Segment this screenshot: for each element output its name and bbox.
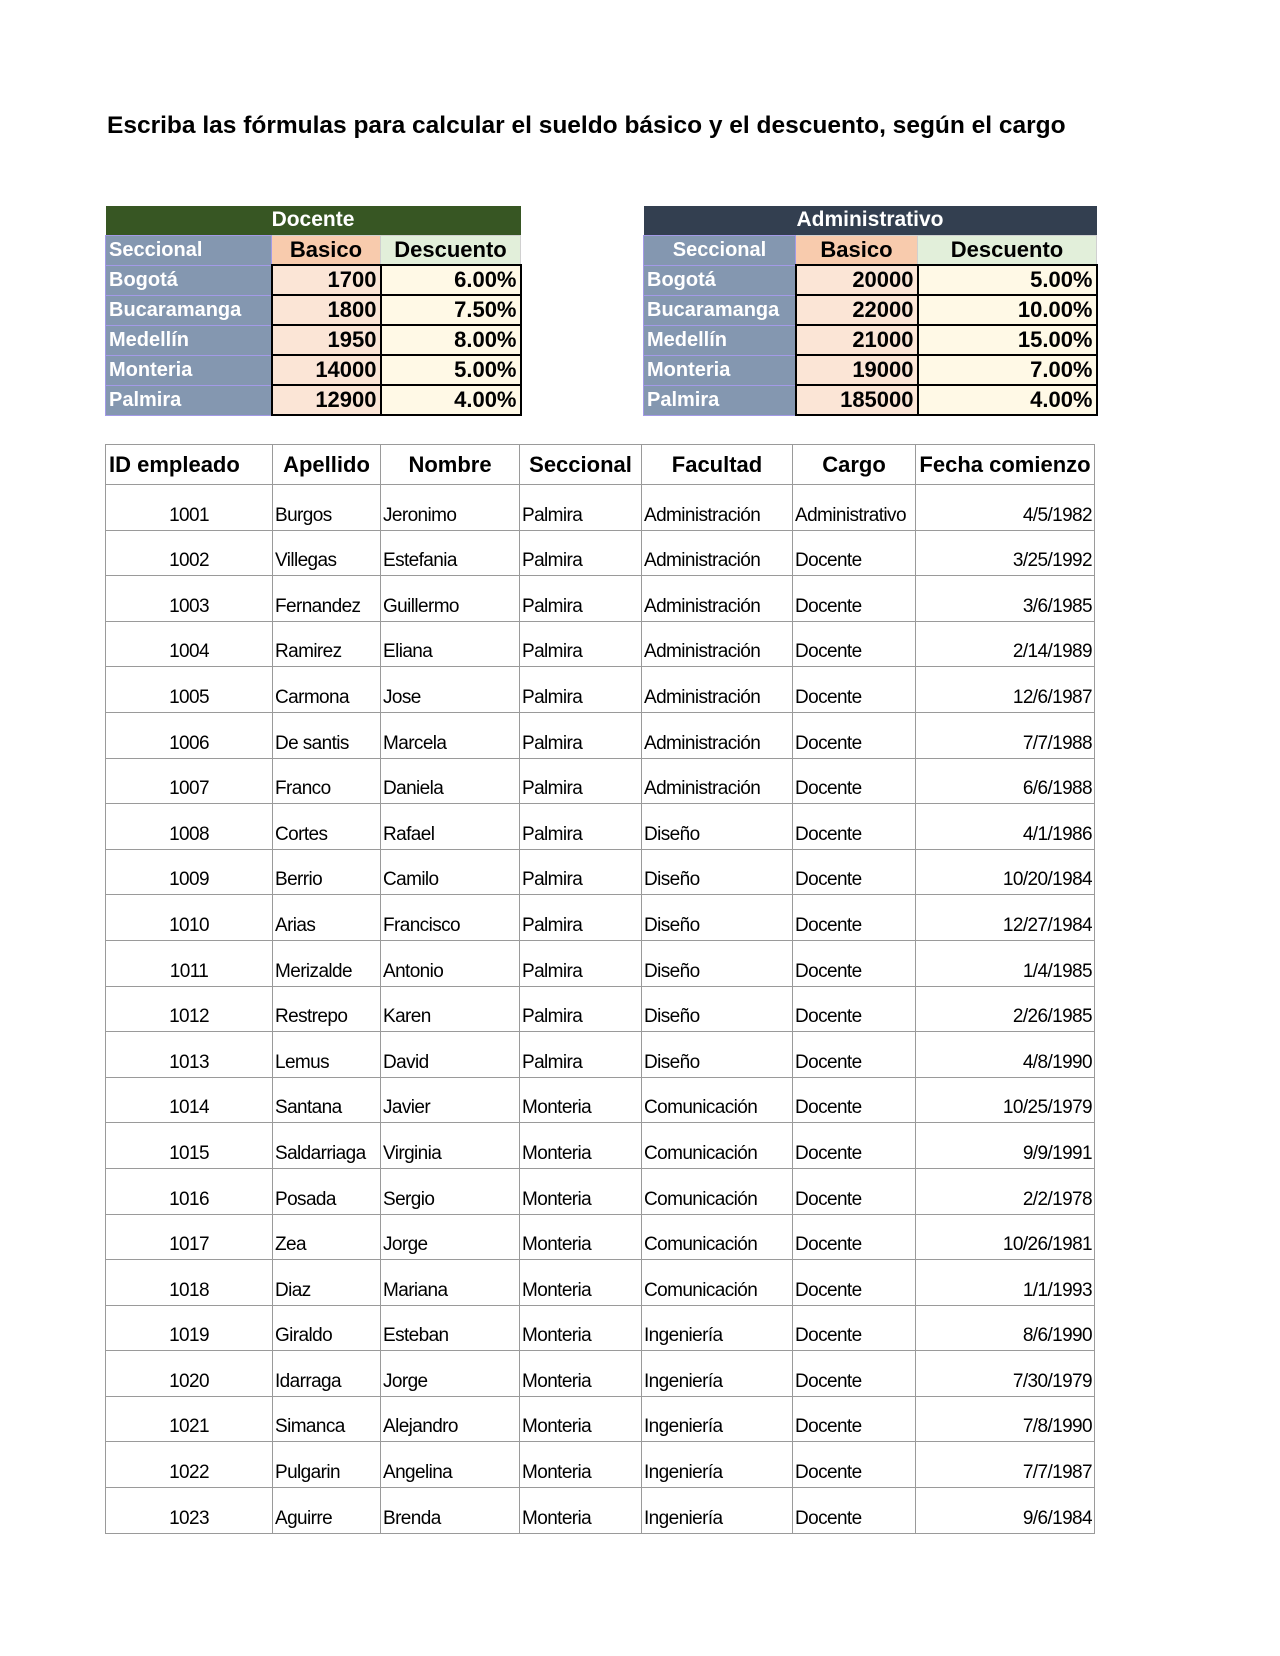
basico-cell: 1950 — [272, 325, 381, 355]
facultad-cell: Comunicación — [642, 1168, 793, 1214]
apellido-cell: Santana — [273, 1077, 381, 1123]
nombre-cell: David — [381, 1032, 520, 1078]
id-cell: 1005 — [106, 667, 273, 713]
apellido-cell: Aguirre — [273, 1488, 381, 1534]
facultad-cell: Ingeniería — [642, 1442, 793, 1488]
facultad-cell: Ingeniería — [642, 1305, 793, 1351]
apellido-cell: Berrio — [273, 849, 381, 895]
nombre-cell: Rafael — [381, 804, 520, 850]
nombre-cell: Karen — [381, 986, 520, 1032]
table-row — [106, 712, 1095, 758]
employees-header-row — [106, 445, 1095, 485]
facultad-cell: Administración — [642, 576, 793, 622]
nombre-cell: Guillermo — [381, 576, 520, 622]
facultad-cell: Administración — [642, 712, 793, 758]
docente-row — [106, 265, 521, 295]
seccional-cell: Palmira — [106, 385, 272, 415]
nombre-cell: Jorge — [381, 1351, 520, 1397]
nombre-cell: Jorge — [381, 1214, 520, 1260]
nombre-cell: Jose — [381, 667, 520, 713]
cargo-cell: Docente — [793, 1442, 916, 1488]
descuento-cell: 8.00% — [381, 325, 521, 355]
seccional-cell: Palmira — [520, 485, 642, 531]
apellido-cell: Lemus — [273, 1032, 381, 1078]
admin-header-descuento: Descuento — [918, 235, 1097, 265]
seccional-cell: Monteria — [520, 1077, 642, 1123]
nombre-cell: Camilo — [381, 849, 520, 895]
cargo-cell: Administrativo — [793, 485, 916, 531]
admin-row — [644, 295, 1097, 325]
apellido-cell: Giraldo — [273, 1305, 381, 1351]
cargo-cell: Docente — [793, 804, 916, 850]
docente-row — [106, 295, 521, 325]
apellido-cell: Fernandez — [273, 576, 381, 622]
basico-cell: 20000 — [796, 265, 918, 295]
seccional-cell: Palmira — [520, 1032, 642, 1078]
id-cell: 1008 — [106, 804, 273, 850]
apellido-cell: Pulgarin — [273, 1442, 381, 1488]
fecha-comienzo-cell: 2/2/1978 — [916, 1168, 1095, 1214]
admin-header-seccional: Seccional — [644, 235, 796, 265]
descuento-cell: 5.00% — [381, 355, 521, 385]
seccional-cell: Bucaramanga — [644, 295, 796, 325]
seccional-cell: Medellín — [106, 325, 272, 355]
table-row — [106, 1214, 1095, 1260]
table-row — [106, 1396, 1095, 1442]
fecha-comienzo-cell: 10/26/1981 — [916, 1214, 1095, 1260]
fecha-comienzo-cell: 1/4/1985 — [916, 940, 1095, 986]
fecha-comienzo-cell: 7/7/1988 — [916, 712, 1095, 758]
seccional-cell: Palmira — [520, 986, 642, 1032]
apellido-cell: Posada — [273, 1168, 381, 1214]
cargo-cell: Docente — [793, 849, 916, 895]
docente-table — [105, 206, 522, 416]
cargo-cell: Docente — [793, 1123, 916, 1169]
fecha-comienzo-cell: 4/5/1982 — [916, 485, 1095, 531]
table-row — [106, 1305, 1095, 1351]
cargo-cell: Docente — [793, 667, 916, 713]
facultad-cell: Ingeniería — [642, 1488, 793, 1534]
admin-row — [644, 265, 1097, 295]
apellido-cell: Franco — [273, 758, 381, 804]
facultad-cell: Diseño — [642, 895, 793, 941]
admin-row — [644, 355, 1097, 385]
seccional-cell: Bogotá — [644, 265, 796, 295]
apellido-cell: Restrepo — [273, 986, 381, 1032]
seccional-cell: Palmira — [520, 895, 642, 941]
fecha-comienzo-cell: 7/7/1987 — [916, 1442, 1095, 1488]
header-fecha-comienzo: Fecha comienzo — [916, 445, 1095, 485]
nombre-cell: Brenda — [381, 1488, 520, 1534]
table-row — [106, 1077, 1095, 1123]
apellido-cell: Zea — [273, 1214, 381, 1260]
fecha-comienzo-cell: 7/8/1990 — [916, 1396, 1095, 1442]
descuento-cell: 7.50% — [381, 295, 521, 325]
nombre-cell: Estefania — [381, 530, 520, 576]
descuento-cell: 4.00% — [918, 385, 1097, 415]
cargo-cell: Docente — [793, 1260, 916, 1306]
fecha-comienzo-cell: 10/20/1984 — [916, 849, 1095, 895]
admin-row — [644, 325, 1097, 355]
seccional-cell: Palmira — [520, 804, 642, 850]
admin-row — [644, 385, 1097, 415]
table-row — [106, 1442, 1095, 1488]
facultad-cell: Administración — [642, 758, 793, 804]
docente-table-title: Docente — [106, 206, 521, 235]
nombre-cell: Marcela — [381, 712, 520, 758]
cargo-cell: Docente — [793, 1168, 916, 1214]
facultad-cell: Diseño — [642, 1032, 793, 1078]
table-row — [106, 895, 1095, 941]
id-cell: 1006 — [106, 712, 273, 758]
id-cell: 1022 — [106, 1442, 273, 1488]
table-row — [106, 1168, 1095, 1214]
docente-header-descuento: Descuento — [381, 235, 521, 265]
id-cell: 1014 — [106, 1077, 273, 1123]
basico-cell: 1800 — [272, 295, 381, 325]
fecha-comienzo-cell: 4/1/1986 — [916, 804, 1095, 850]
apellido-cell: Saldarriaga — [273, 1123, 381, 1169]
seccional-cell: Monteria — [520, 1168, 642, 1214]
cargo-cell: Docente — [793, 1351, 916, 1397]
apellido-cell: Villegas — [273, 530, 381, 576]
basico-cell: 185000 — [796, 385, 918, 415]
id-cell: 1010 — [106, 895, 273, 941]
header-id-empleado: ID empleado — [106, 445, 273, 485]
cargo-cell: Docente — [793, 1214, 916, 1260]
header-cargo: Cargo — [793, 445, 916, 485]
docente-header-basico: Basico — [272, 235, 381, 265]
cargo-cell: Docente — [793, 576, 916, 622]
nombre-cell: Sergio — [381, 1168, 520, 1214]
basico-cell: 22000 — [796, 295, 918, 325]
facultad-cell: Diseño — [642, 849, 793, 895]
apellido-cell: Arias — [273, 895, 381, 941]
docente-row — [106, 355, 521, 385]
table-row — [106, 1351, 1095, 1397]
docente-row — [106, 385, 521, 415]
descuento-cell: 10.00% — [918, 295, 1097, 325]
seccional-cell: Palmira — [520, 940, 642, 986]
docente-header-seccional: Seccional — [106, 235, 272, 265]
administrativo-table — [643, 206, 1098, 416]
cargo-cell: Docente — [793, 1077, 916, 1123]
nombre-cell: Alejandro — [381, 1396, 520, 1442]
descuento-cell: 5.00% — [918, 265, 1097, 295]
apellido-cell: Simanca — [273, 1396, 381, 1442]
header-facultad: Facultad — [642, 445, 793, 485]
cargo-cell: Docente — [793, 940, 916, 986]
facultad-cell: Diseño — [642, 986, 793, 1032]
cargo-cell: Docente — [793, 1032, 916, 1078]
id-cell: 1004 — [106, 621, 273, 667]
table-row — [106, 530, 1095, 576]
nombre-cell: Virginia — [381, 1123, 520, 1169]
basico-cell: 21000 — [796, 325, 918, 355]
seccional-cell: Monteria — [106, 355, 272, 385]
table-row — [106, 576, 1095, 622]
basico-cell: 1700 — [272, 265, 381, 295]
apellido-cell: Merizalde — [273, 940, 381, 986]
facultad-cell: Comunicación — [642, 1214, 793, 1260]
seccional-cell: Monteria — [520, 1214, 642, 1260]
facultad-cell: Administración — [642, 667, 793, 713]
facultad-cell: Comunicación — [642, 1123, 793, 1169]
descuento-cell: 6.00% — [381, 265, 521, 295]
nombre-cell: Daniela — [381, 758, 520, 804]
id-cell: 1012 — [106, 986, 273, 1032]
seccional-cell: Palmira — [520, 849, 642, 895]
cargo-cell: Docente — [793, 758, 916, 804]
employees-table — [105, 444, 1095, 1534]
id-cell: 1015 — [106, 1123, 273, 1169]
admin-header-basico: Basico — [796, 235, 918, 265]
seccional-cell: Palmira — [520, 667, 642, 713]
nombre-cell: Javier — [381, 1077, 520, 1123]
apellido-cell: Ramirez — [273, 621, 381, 667]
table-row — [106, 1123, 1095, 1169]
descuento-cell: 7.00% — [918, 355, 1097, 385]
fecha-comienzo-cell: 3/6/1985 — [916, 576, 1095, 622]
seccional-cell: Palmira — [644, 385, 796, 415]
fecha-comienzo-cell: 2/26/1985 — [916, 986, 1095, 1032]
nombre-cell: Eliana — [381, 621, 520, 667]
basico-cell: 19000 — [796, 355, 918, 385]
id-cell: 1018 — [106, 1260, 273, 1306]
cargo-cell: Docente — [793, 1488, 916, 1534]
header-nombre: Nombre — [381, 445, 520, 485]
fecha-comienzo-cell: 12/6/1987 — [916, 667, 1095, 713]
table-row — [106, 1488, 1095, 1534]
table-row — [106, 667, 1095, 713]
id-cell: 1003 — [106, 576, 273, 622]
cargo-cell: Docente — [793, 895, 916, 941]
id-cell: 1009 — [106, 849, 273, 895]
facultad-cell: Administración — [642, 530, 793, 576]
cargo-cell: Docente — [793, 621, 916, 667]
id-cell: 1013 — [106, 1032, 273, 1078]
apellido-cell: Diaz — [273, 1260, 381, 1306]
facultad-cell: Diseño — [642, 804, 793, 850]
fecha-comienzo-cell: 6/6/1988 — [916, 758, 1095, 804]
table-row — [106, 1032, 1095, 1078]
fecha-comienzo-cell: 2/14/1989 — [916, 621, 1095, 667]
apellido-cell: De santis — [273, 712, 381, 758]
apellido-cell: Idarraga — [273, 1351, 381, 1397]
id-cell: 1020 — [106, 1351, 273, 1397]
seccional-cell: Monteria — [520, 1260, 642, 1306]
descuento-cell: 4.00% — [381, 385, 521, 415]
seccional-cell: Monteria — [520, 1305, 642, 1351]
table-row — [106, 986, 1095, 1032]
facultad-cell: Administración — [642, 485, 793, 531]
seccional-cell: Palmira — [520, 712, 642, 758]
seccional-cell: Monteria — [520, 1123, 642, 1169]
id-cell: 1011 — [106, 940, 273, 986]
table-row — [106, 621, 1095, 667]
cargo-cell: Docente — [793, 986, 916, 1032]
nombre-cell: Francisco — [381, 895, 520, 941]
id-cell: 1023 — [106, 1488, 273, 1534]
id-cell: 1019 — [106, 1305, 273, 1351]
nombre-cell: Angelina — [381, 1442, 520, 1488]
facultad-cell: Comunicación — [642, 1260, 793, 1306]
facultad-cell: Administración — [642, 621, 793, 667]
seccional-cell: Monteria — [520, 1396, 642, 1442]
table-row — [106, 1260, 1095, 1306]
seccional-cell: Monteria — [520, 1488, 642, 1534]
seccional-cell: Bogotá — [106, 265, 272, 295]
seccional-cell: Palmira — [520, 530, 642, 576]
fecha-comienzo-cell: 12/27/1984 — [916, 895, 1095, 941]
seccional-cell: Bucaramanga — [106, 295, 272, 325]
seccional-cell: Palmira — [520, 576, 642, 622]
fecha-comienzo-cell: 9/9/1991 — [916, 1123, 1095, 1169]
fecha-comienzo-cell: 1/1/1993 — [916, 1260, 1095, 1306]
seccional-cell: Monteria — [644, 355, 796, 385]
header-seccional: Seccional — [520, 445, 642, 485]
fecha-comienzo-cell: 8/6/1990 — [916, 1305, 1095, 1351]
id-cell: 1002 — [106, 530, 273, 576]
table-row — [106, 804, 1095, 850]
seccional-cell: Monteria — [520, 1351, 642, 1397]
page-title: Escriba las fórmulas para calcular el sueldo básico y el descuento, según el cargo — [107, 112, 1066, 139]
facultad-cell: Ingeniería — [642, 1351, 793, 1397]
id-cell: 1007 — [106, 758, 273, 804]
basico-cell: 12900 — [272, 385, 381, 415]
apellido-cell: Burgos — [273, 485, 381, 531]
facultad-cell: Comunicación — [642, 1077, 793, 1123]
cargo-cell: Docente — [793, 1305, 916, 1351]
facultad-cell: Diseño — [642, 940, 793, 986]
seccional-cell: Medellín — [644, 325, 796, 355]
nombre-cell: Antonio — [381, 940, 520, 986]
administrativo-table-title: Administrativo — [644, 206, 1097, 235]
docente-row — [106, 325, 521, 355]
facultad-cell: Ingeniería — [642, 1396, 793, 1442]
id-cell: 1017 — [106, 1214, 273, 1260]
seccional-cell: Palmira — [520, 758, 642, 804]
nombre-cell: Jeronimo — [381, 485, 520, 531]
nombre-cell: Mariana — [381, 1260, 520, 1306]
id-cell: 1021 — [106, 1396, 273, 1442]
cargo-cell: Docente — [793, 530, 916, 576]
id-cell: 1001 — [106, 485, 273, 531]
apellido-cell: Cortes — [273, 804, 381, 850]
seccional-cell: Palmira — [520, 621, 642, 667]
table-row — [106, 485, 1095, 531]
descuento-cell: 15.00% — [918, 325, 1097, 355]
fecha-comienzo-cell: 10/25/1979 — [916, 1077, 1095, 1123]
id-cell: 1016 — [106, 1168, 273, 1214]
cargo-cell: Docente — [793, 1396, 916, 1442]
basico-cell: 14000 — [272, 355, 381, 385]
fecha-comienzo-cell: 3/25/1992 — [916, 530, 1095, 576]
cargo-cell: Docente — [793, 712, 916, 758]
fecha-comienzo-cell: 7/30/1979 — [916, 1351, 1095, 1397]
seccional-cell: Monteria — [520, 1442, 642, 1488]
apellido-cell: Carmona — [273, 667, 381, 713]
fecha-comienzo-cell: 9/6/1984 — [916, 1488, 1095, 1534]
table-row — [106, 758, 1095, 804]
header-apellido: Apellido — [273, 445, 381, 485]
nombre-cell: Esteban — [381, 1305, 520, 1351]
table-row — [106, 849, 1095, 895]
table-row — [106, 940, 1095, 986]
fecha-comienzo-cell: 4/8/1990 — [916, 1032, 1095, 1078]
